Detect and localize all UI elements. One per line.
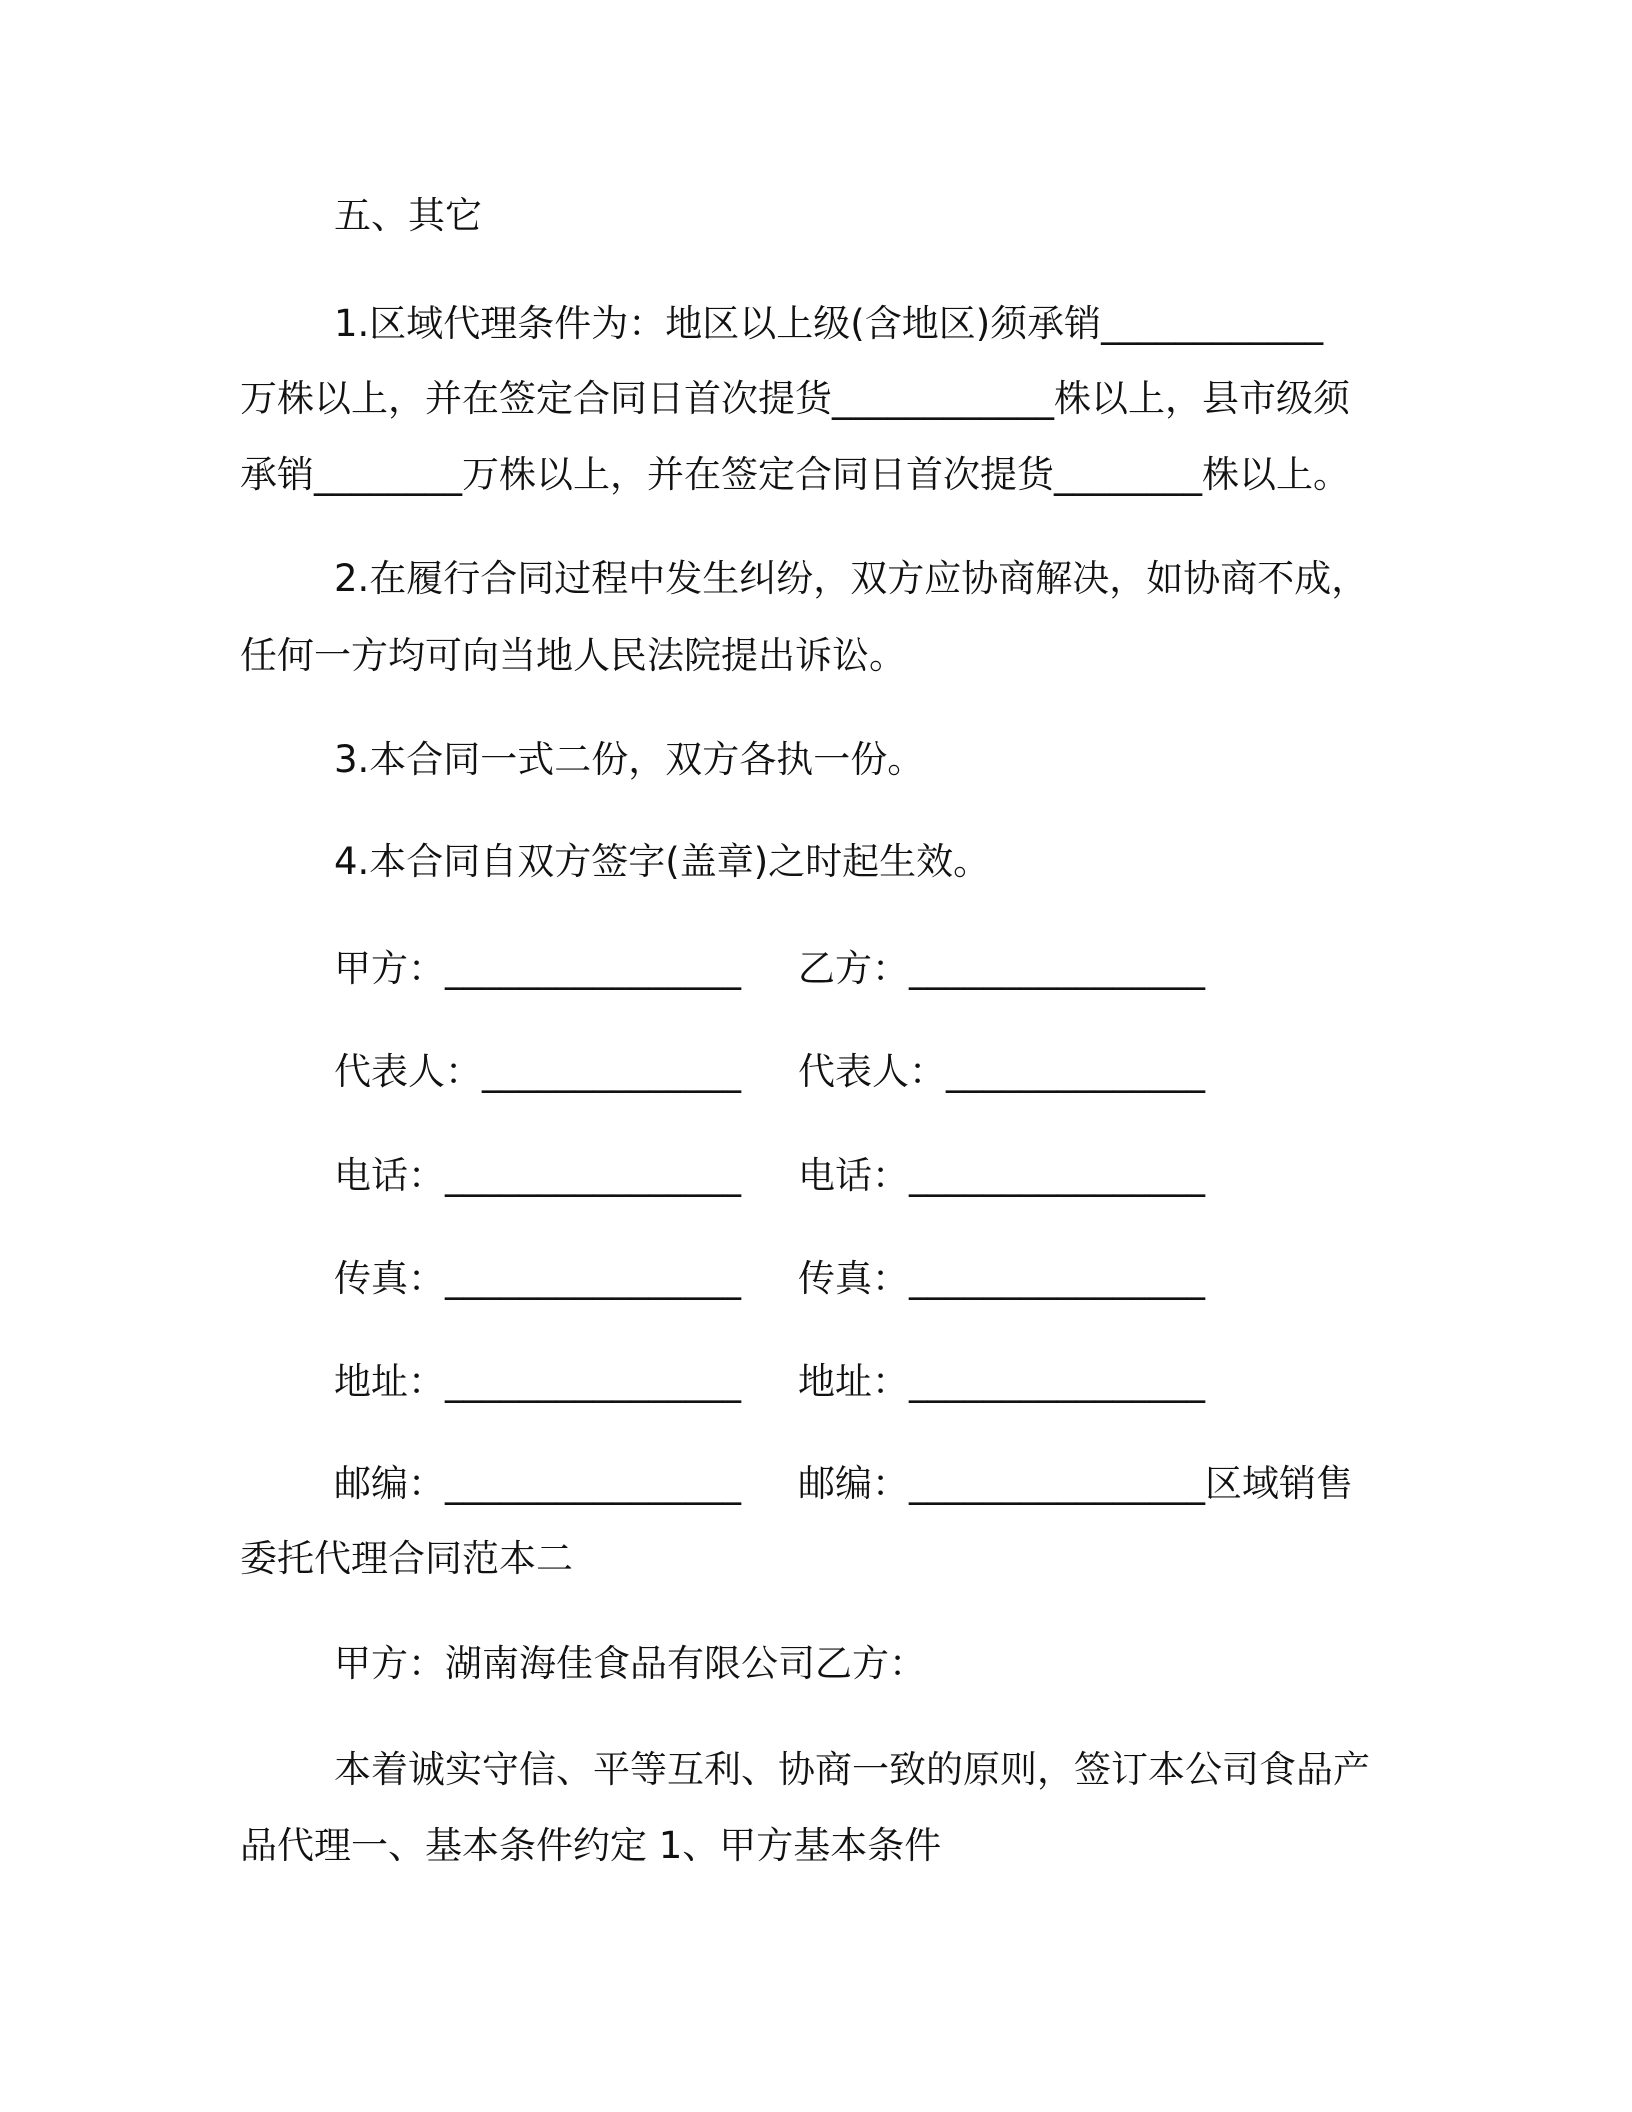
clause-4: 4.本合同自双方签字(盖章)之时起生效。 — [334, 840, 991, 883]
next-contract-parties: 甲方：湖南海佳食品有限公司乙方： — [334, 1642, 926, 1685]
clause-2-line-2: 任何一方均可向当地人民法院提出诉讼。 — [240, 634, 906, 677]
clause-1-line-2: 万株以上，并在签定合同日首次提货____________株以上，县市级须 — [240, 377, 1350, 420]
rep-a-field: 代表人：______________ — [334, 1050, 741, 1093]
next-contract-intro-line-1: 本着诚实守信、平等互利、协商一致的原则，签订本公司食品产 — [334, 1748, 1370, 1791]
party-b-field: 乙方：________________ — [798, 947, 1205, 990]
zip-a-field: 邮编：________________ — [334, 1462, 741, 1505]
section-heading: 五、其它 — [334, 194, 482, 237]
next-contract-title: 委托代理合同范本二 — [240, 1537, 573, 1580]
party-a-field: 甲方：________________ — [334, 947, 741, 990]
address-a-field: 地址：________________ — [334, 1360, 741, 1403]
fax-a-field: 传真：________________ — [334, 1257, 741, 1300]
phone-a-field: 电话：________________ — [334, 1154, 741, 1197]
clause-2-line-1: 2.在履行合同过程中发生纠纷，双方应协商解决，如协商不成， — [334, 557, 1369, 600]
phone-b-field: 电话：________________ — [798, 1154, 1205, 1197]
zip-b-field: 邮编：________________区域销售 — [798, 1462, 1353, 1505]
next-contract-intro-line-2: 品代理一、基本条件约定 1、甲方基本条件 — [240, 1824, 942, 1867]
fax-b-field: 传真：________________ — [798, 1257, 1205, 1300]
rep-b-field: 代表人：______________ — [798, 1050, 1205, 1093]
clause-3: 3.本合同一式二份，双方各执一份。 — [334, 738, 925, 781]
clause-1-line-3: 承销________万株以上，并在签定合同日首次提货________株以上。 — [240, 453, 1350, 496]
clause-1-line-1: 1.区域代理条件为：地区以上级(含地区)须承销____________ — [334, 302, 1324, 345]
address-b-field: 地址：________________ — [798, 1360, 1205, 1403]
